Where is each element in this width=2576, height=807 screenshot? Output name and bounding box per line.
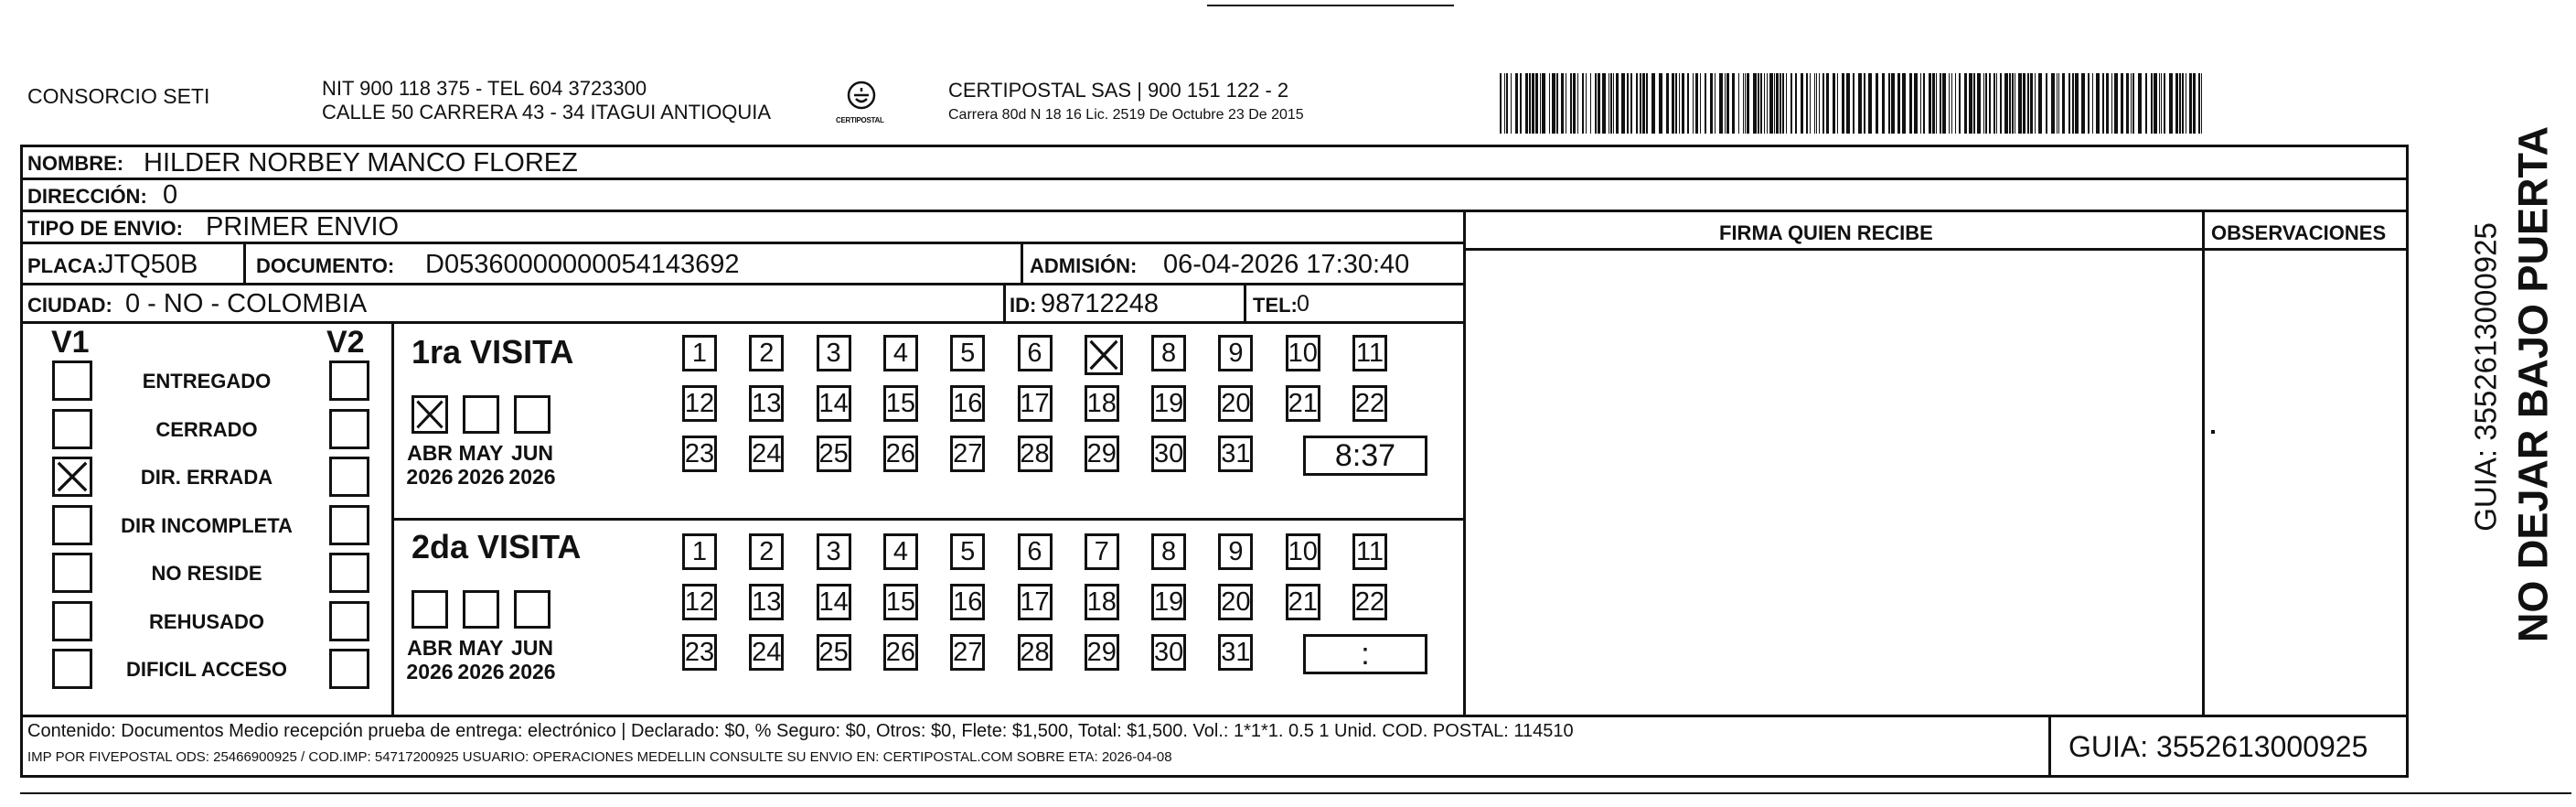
month-year: 2026 xyxy=(406,465,454,489)
month-label: ABR xyxy=(407,441,453,465)
id-value: 98712248 xyxy=(1041,289,1160,318)
day-box[interactable]: 20 xyxy=(1218,385,1253,422)
day-box[interactable]: 28 xyxy=(1018,436,1053,472)
id-label: ID: xyxy=(1010,294,1037,317)
day-box[interactable]: 16 xyxy=(950,385,985,422)
v2-checkbox[interactable] xyxy=(329,457,369,497)
row-rule-1 xyxy=(20,178,2409,180)
status-label: DIR INCOMPLETA xyxy=(121,513,293,537)
status-label: DIR. ERRADA xyxy=(140,466,273,489)
admision-value: 06-04-2026 17:30:40 xyxy=(1163,250,1410,279)
day-box[interactable]: 23 xyxy=(682,436,717,472)
day-box[interactable]: 7 xyxy=(1085,533,1119,570)
tipo-envio-value: PRIMER ENVIO xyxy=(206,212,400,242)
month-year: 2026 xyxy=(457,465,505,489)
day-box[interactable]: 5 xyxy=(950,533,985,570)
day-box[interactable]: 31 xyxy=(1218,436,1253,472)
observaciones-header: OBSERVACIONES xyxy=(2211,221,2387,244)
footer-guia: GUIA: 3552613000925 xyxy=(2068,730,2368,763)
id-divider xyxy=(1003,283,1006,321)
side-guia: GUIA: 3552613000925 xyxy=(2468,222,2503,532)
day-box[interactable]: 8 xyxy=(1151,335,1186,371)
row-rule-4 xyxy=(20,283,1463,285)
v2-header: V2 xyxy=(326,325,365,360)
month-year: 2026 xyxy=(457,660,505,683)
day-box[interactable]: 10 xyxy=(1286,533,1320,570)
day-box[interactable]: 9 xyxy=(1218,533,1253,570)
barcode xyxy=(1500,73,2204,134)
day-box[interactable]: 29 xyxy=(1085,436,1119,472)
visit-divider xyxy=(391,518,1463,521)
day-box[interactable]: 4 xyxy=(883,335,918,371)
day-box[interactable]: 2 xyxy=(749,335,784,371)
company-name: CONSORCIO SETI xyxy=(27,84,210,108)
month-checkbox[interactable] xyxy=(412,395,448,434)
logo-text: CERTIPOSTAL xyxy=(836,116,884,124)
month-checkbox[interactable] xyxy=(514,395,550,434)
v1-checkbox[interactable] xyxy=(52,360,92,401)
v2-checkbox[interactable] xyxy=(329,649,369,689)
day-box[interactable]: 12 xyxy=(682,584,717,620)
direccion-label: DIRECCIÓN: xyxy=(27,185,147,208)
day-box[interactable]: 27 xyxy=(950,634,985,671)
ciudad-value: 0 - NO - COLOMBIA xyxy=(125,289,368,318)
column-header-rule xyxy=(1463,248,2409,251)
day-box[interactable]: 18 xyxy=(1085,584,1119,620)
month-checkbox[interactable] xyxy=(412,590,448,629)
v1-checkbox[interactable] xyxy=(52,505,92,545)
documento-value: D05360000000054143692 xyxy=(425,250,740,279)
month-label: JUN xyxy=(510,441,553,465)
day-box[interactable]: 25 xyxy=(817,436,851,472)
day-box[interactable]: 20 xyxy=(1218,584,1253,620)
day-box[interactable]: 24 xyxy=(749,634,784,671)
day-box[interactable]: 11 xyxy=(1352,335,1387,371)
day-box[interactable]: 12 xyxy=(682,385,717,422)
second-visit-title: 2da VISITA xyxy=(412,528,582,565)
side-warning: NO DEJAR BAJO PUERTA xyxy=(2509,125,2557,643)
first-visit-title: 1ra VISITA xyxy=(412,333,574,371)
admision-divider xyxy=(1021,242,1023,283)
address-line: CALLE 50 CARRERA 43 - 34 ITAGUI ANTIOQUIA xyxy=(322,101,772,124)
month-checkbox[interactable] xyxy=(514,590,550,629)
imp-line: IMP POR FIVEPOSTAL ODS: 25466900925 / COD.IMP: 54717200925 USUARIO: OPERACIONES MEDELLIN CONSULTE SU ENVIO EN: CERTIPOSTAL.COM SOBRE ETA: 2026-04-08 xyxy=(27,749,1172,765)
day-box[interactable]: 22 xyxy=(1352,584,1387,620)
firma-header: FIRMA QUIEN RECIBE xyxy=(1719,221,1933,244)
observaciones-divider xyxy=(2202,210,2205,715)
contenido-line: Contenido: Documentos Medio recepción prueba de entrega: electrónico | Declarado: $0, % Seguro: $0, Otros: $0, Flete: $1,500, Total: $1,500. Vol.: 1*1*1. 0.5 1 Unid. COD. POSTAL: 114510 xyxy=(27,721,1574,741)
day-box[interactable]: 25 xyxy=(817,634,851,671)
day-box[interactable]: 1 xyxy=(682,533,717,570)
day-box[interactable]: 21 xyxy=(1286,584,1320,620)
ciudad-label: CIUDAD: xyxy=(27,294,112,317)
day-box[interactable]: 5 xyxy=(950,335,985,371)
day-box[interactable]: 8 xyxy=(1151,533,1186,570)
v1-checkbox[interactable] xyxy=(52,457,92,497)
tel-label: TEL: xyxy=(1253,294,1298,317)
footer-guia-divider xyxy=(2048,715,2051,778)
status-label: ENTREGADO xyxy=(142,370,272,393)
day-box[interactable]: 17 xyxy=(1018,584,1053,620)
row-rule-3 xyxy=(20,242,1463,244)
day-box[interactable]: 22 xyxy=(1352,385,1387,422)
v1-checkbox[interactable] xyxy=(52,649,92,689)
tel-value: 0 xyxy=(1297,291,1309,317)
v1-checkbox[interactable] xyxy=(52,601,92,641)
day-box[interactable]: 4 xyxy=(883,533,918,570)
day-box[interactable]: 14 xyxy=(817,584,851,620)
day-box-checked[interactable] xyxy=(1085,335,1123,375)
v2-checkbox[interactable] xyxy=(329,505,369,545)
time-box[interactable]: : xyxy=(1303,634,1427,674)
certipostal-logo xyxy=(834,75,889,130)
month-label: MAY xyxy=(458,441,504,465)
v1-header: V1 xyxy=(51,325,90,360)
tipo-envio-label: TIPO DE ENVIO: xyxy=(27,217,183,240)
month-label: ABR xyxy=(407,636,453,660)
direccion-value: 0 xyxy=(163,180,178,210)
nombre-value: HILDER NORBEY MANCO FLOREZ xyxy=(144,148,578,178)
time-box[interactable]: 8:37 xyxy=(1303,436,1427,476)
documento-label: DOCUMENTO: xyxy=(256,254,395,277)
status-label: REHUSADO xyxy=(149,609,264,633)
v2-checkbox[interactable] xyxy=(329,360,369,401)
day-box[interactable]: 3 xyxy=(817,533,851,570)
day-box[interactable]: 19 xyxy=(1151,385,1186,422)
day-box[interactable]: 23 xyxy=(682,634,717,671)
top-rule xyxy=(1207,5,1454,6)
license-line: Carrera 80d N 18 16 Lic. 2519 De Octubre 23 De 2015 xyxy=(948,107,1304,123)
day-box[interactable]: 19 xyxy=(1151,584,1186,620)
month-label: JUN xyxy=(510,636,553,660)
month-year: 2026 xyxy=(508,465,556,489)
status-label: CERRADO xyxy=(155,417,258,441)
tel-divider xyxy=(1244,283,1246,321)
v2-checkbox[interactable] xyxy=(329,409,369,449)
placa-divider xyxy=(243,242,246,283)
day-box[interactable]: 31 xyxy=(1218,634,1253,671)
day-box[interactable]: 6 xyxy=(1018,335,1053,371)
day-box[interactable]: 1 xyxy=(682,335,717,371)
day-box[interactable]: 24 xyxy=(749,436,784,472)
v2-checkbox[interactable] xyxy=(329,553,369,593)
nit-line: NIT 900 118 375 - TEL 604 3723300 xyxy=(322,77,647,100)
month-checkbox[interactable] xyxy=(463,395,499,434)
placa-value: JTQ50B xyxy=(101,250,198,279)
firma-divider xyxy=(1463,210,1466,715)
day-box[interactable]: 29 xyxy=(1085,634,1119,671)
day-box[interactable]: 13 xyxy=(749,584,784,620)
day-box[interactable]: 18 xyxy=(1085,385,1119,422)
month-label: MAY xyxy=(458,636,504,660)
admision-label: ADMISIÓN: xyxy=(1030,254,1138,277)
day-box[interactable]: 30 xyxy=(1151,436,1186,472)
placa-label: PLACA: xyxy=(27,254,104,277)
observation-mark xyxy=(2211,430,2215,434)
day-box[interactable]: 26 xyxy=(883,634,918,671)
day-box[interactable]: 14 xyxy=(817,385,851,422)
row-rule-5 xyxy=(20,321,1463,324)
v1-checkbox[interactable] xyxy=(52,409,92,449)
day-box[interactable]: 26 xyxy=(883,436,918,472)
day-box[interactable]: 16 xyxy=(950,584,985,620)
day-box[interactable]: 3 xyxy=(817,335,851,371)
nombre-label: NOMBRE: xyxy=(27,152,124,175)
bottom-rule xyxy=(20,792,2571,794)
day-box[interactable]: 21 xyxy=(1286,385,1320,422)
day-box[interactable]: 27 xyxy=(950,436,985,472)
status-label: NO RESIDE xyxy=(151,562,262,585)
v2-checkbox[interactable] xyxy=(329,601,369,641)
day-box[interactable]: 15 xyxy=(883,385,918,422)
day-box[interactable]: 30 xyxy=(1151,634,1186,671)
certipostal-line: CERTIPOSTAL SAS | 900 151 122 - 2 xyxy=(948,79,1289,102)
month-checkbox[interactable] xyxy=(463,590,499,629)
day-box[interactable]: 6 xyxy=(1018,533,1053,570)
month-year: 2026 xyxy=(508,660,556,683)
day-box[interactable]: 17 xyxy=(1018,385,1053,422)
day-box[interactable]: 10 xyxy=(1286,335,1320,371)
day-box[interactable]: 2 xyxy=(749,533,784,570)
day-box[interactable]: 15 xyxy=(883,584,918,620)
status-label: DIFICIL ACCESO xyxy=(125,658,287,681)
day-box[interactable]: 13 xyxy=(749,385,784,422)
day-box[interactable]: 9 xyxy=(1218,335,1253,371)
day-box[interactable]: 11 xyxy=(1352,533,1387,570)
day-box[interactable]: 28 xyxy=(1018,634,1053,671)
v1-checkbox[interactable] xyxy=(52,553,92,593)
month-year: 2026 xyxy=(406,660,454,683)
